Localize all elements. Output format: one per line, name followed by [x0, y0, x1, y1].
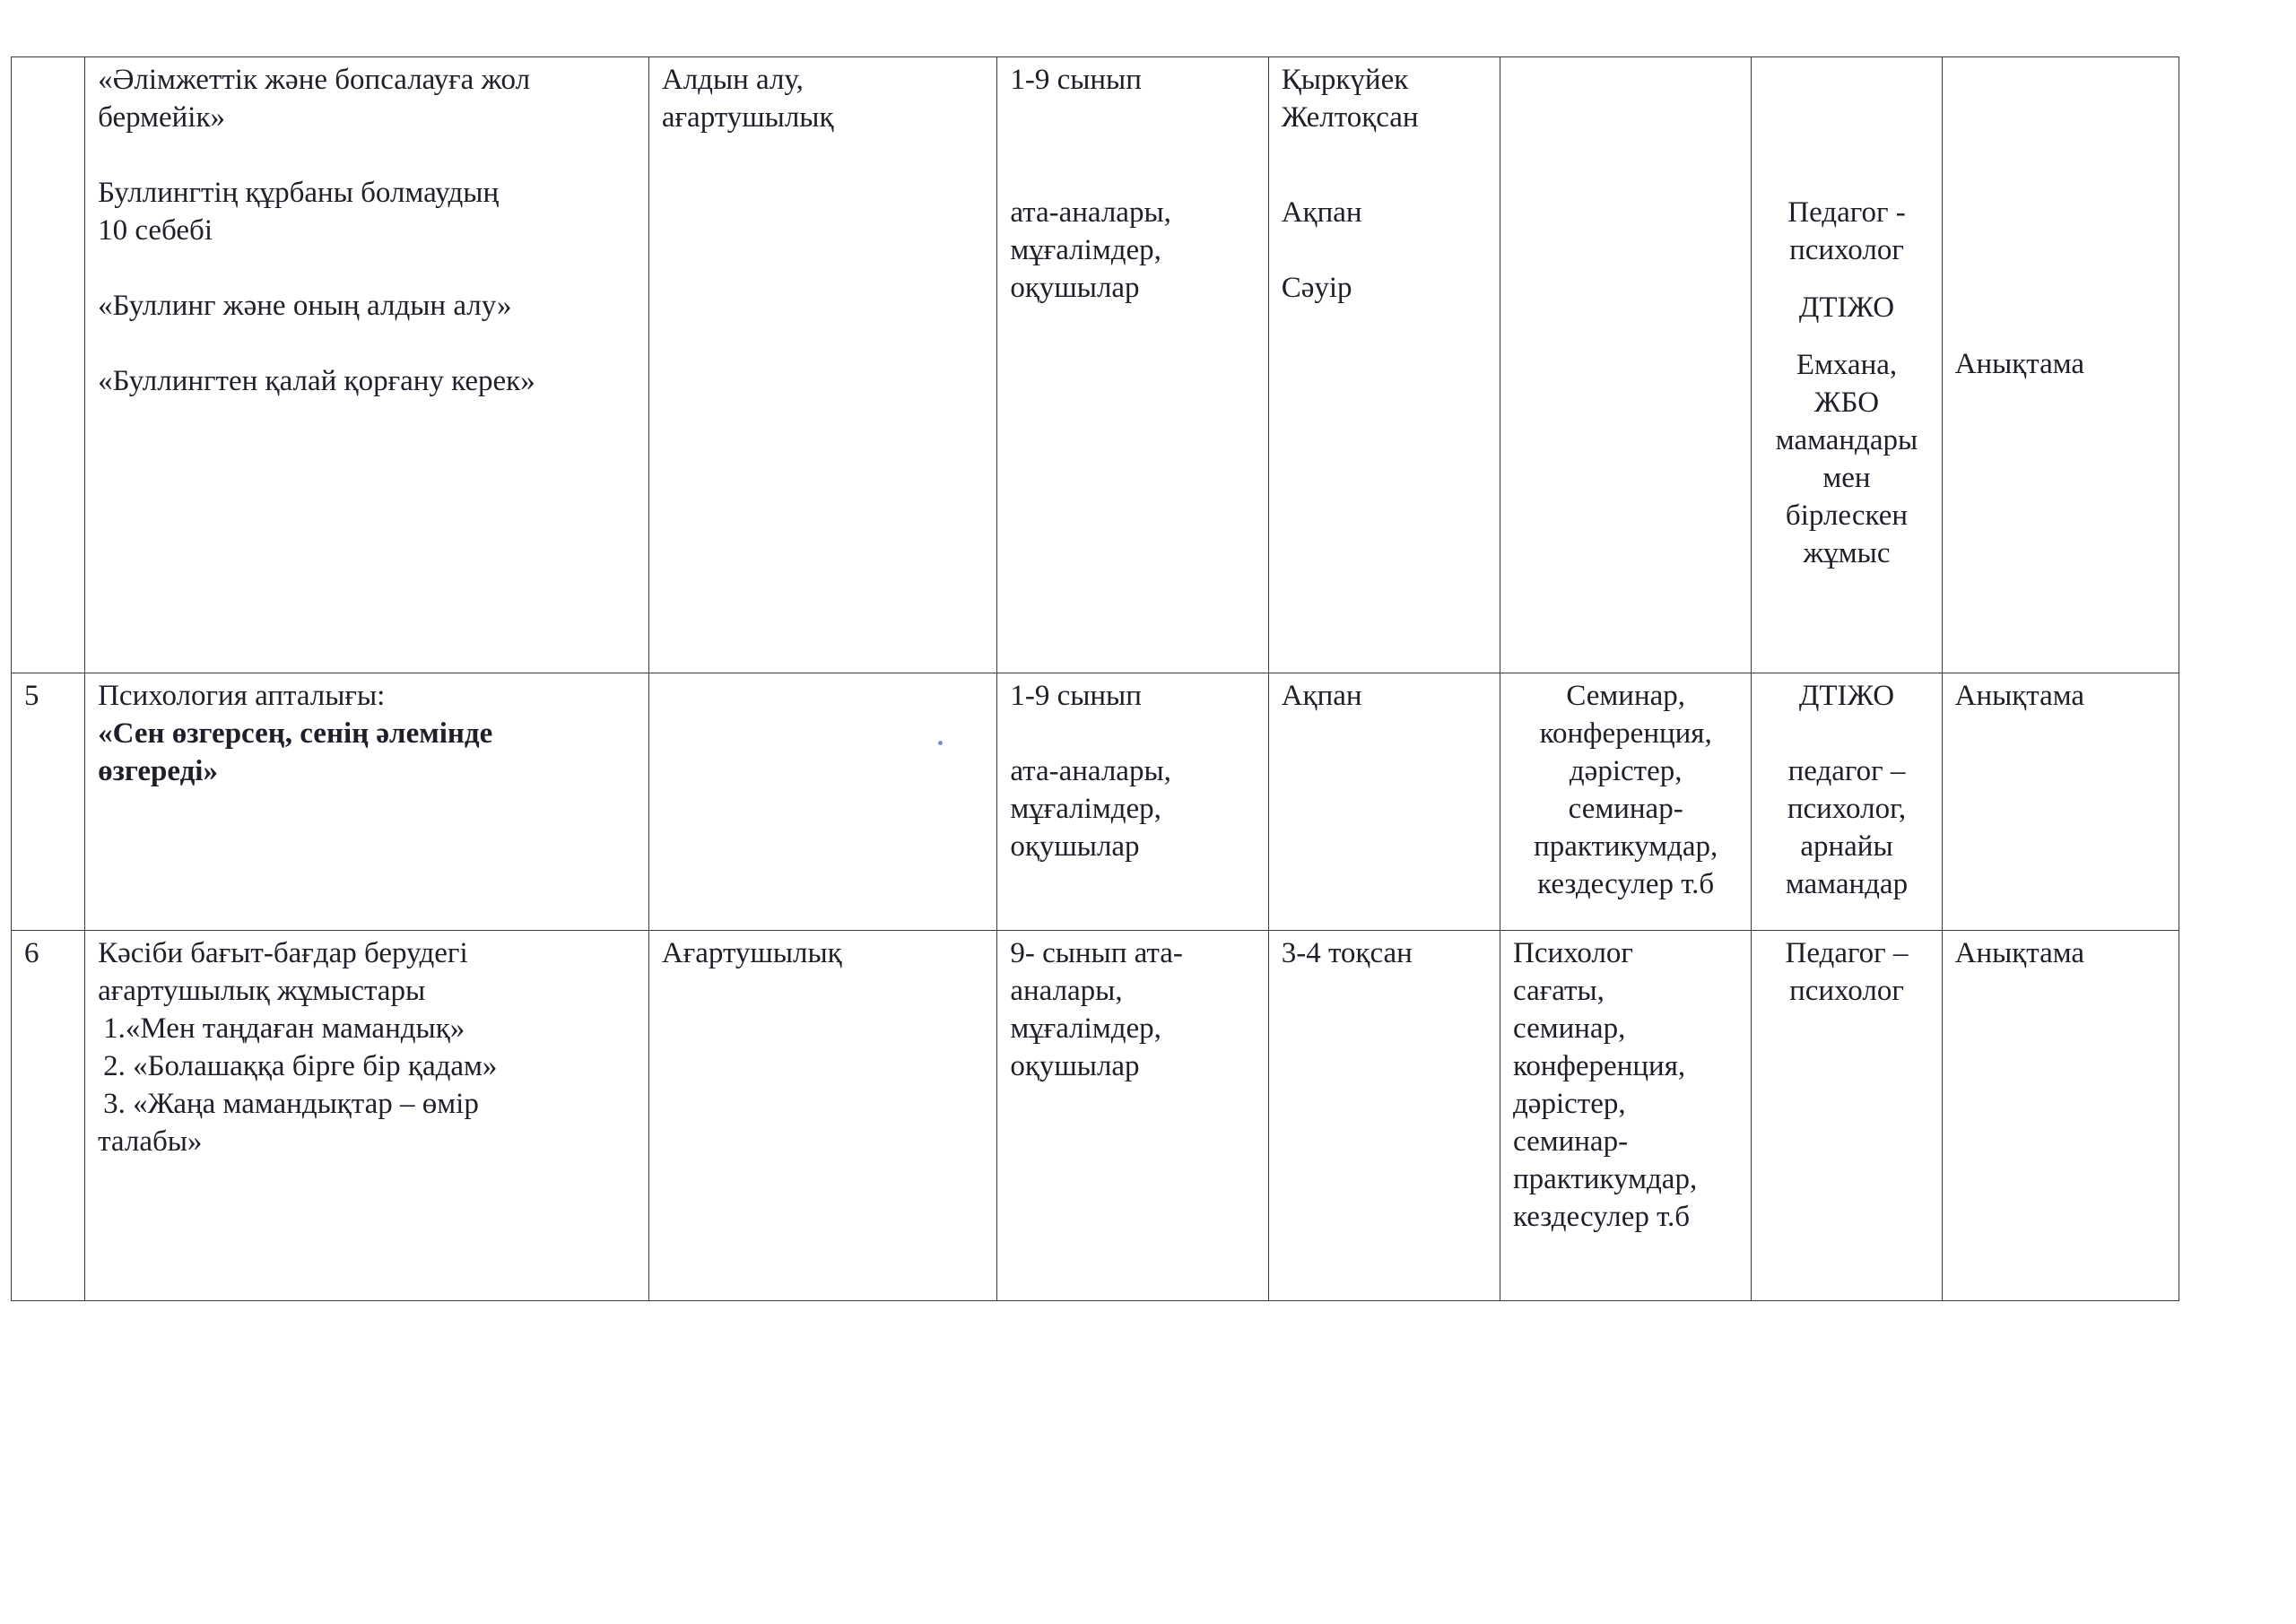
work-form-cell — [648, 673, 996, 931]
row-number-cell: 6 — [12, 931, 85, 1301]
result-cell: Анықтама — [1942, 57, 2179, 673]
row-number-cell — [12, 57, 85, 673]
responsible-cell: Педагог – психолог — [1752, 931, 1942, 1301]
event-motto: «Сен өзгерсең, сенің әлемінде — [98, 717, 493, 750]
schedule-cell: Ақпан — [1268, 673, 1500, 931]
participants-cell: 1-9 сынып ата-аналары, мұғалімдер, оқушылар — [997, 673, 1268, 931]
result-cell: Анықтама — [1942, 673, 2179, 931]
work-form-cell: Алдын алу, ағартушылық — [648, 57, 996, 673]
responsible-cell: Педагог - психолог ДТІЖО Емхана, ЖБО мамандары мен бірлескен жұмыс — [1752, 57, 1942, 673]
method-cell: Психолог сағаты, семинар, конференция, дәрістер, семинар- практикумдар, кездесулер т.б — [1500, 931, 1752, 1301]
event-title-line: бермейік» — [98, 101, 225, 134]
method-cell — [1500, 57, 1752, 673]
schedule-cell: 3-4 тоқсан — [1268, 931, 1500, 1301]
event-motto: өзгереді» — [98, 755, 218, 787]
event-topic-line: Буллингтің құрбаны болмаудың — [98, 177, 500, 209]
responsible-cell: ДТІЖО педагог – психолог, арнайы мамандар — [1752, 673, 1942, 931]
event-title: Психология апталығы: — [98, 680, 386, 712]
row-number-cell: 5 — [12, 673, 85, 931]
scan-artifact-dot — [938, 741, 943, 745]
work-plan-table — [11, 56, 2179, 1301]
work-form-cell: Ағартушылық — [648, 931, 996, 1301]
schedule-cell: Қыркүйек Желтоқсан Ақпан Сәуір — [1268, 57, 1500, 673]
event-name-cell — [85, 673, 649, 931]
event-topic-line: «Буллинг және оның алдын алу» — [98, 290, 512, 322]
table-row — [12, 931, 2179, 1301]
event-title-line: «Әлімжеттік және бопсалауға жол — [98, 64, 531, 96]
event-name-cell — [85, 57, 649, 673]
method-cell: Семинар, конференция, дәрістер, семинар- практикумдар, кездесулер т.б — [1500, 673, 1752, 931]
result-cell: Анықтама — [1942, 931, 2179, 1301]
table-row — [12, 57, 2179, 673]
event-name-cell: Кәсіби бағыт-бағдар берудегі ағартушылық жұмыстары 1.«Мен таңдаған мамандық» 2. «Болашаққа бірге бір қадам» 3. «Жаңа мамандықтар – өмір талабы» — [85, 931, 649, 1301]
participants-cell: 9- сынып ата- аналары, мұғалімдер, оқушылар — [997, 931, 1268, 1301]
participants-cell: 1-9 сынып ата-аналары, мұғалімдер, оқушылар — [997, 57, 1268, 673]
event-topic-line: 10 себебі — [98, 214, 213, 247]
event-topic-line: «Буллингтен қалай қорғану керек» — [98, 365, 535, 397]
table-row — [12, 673, 2179, 931]
